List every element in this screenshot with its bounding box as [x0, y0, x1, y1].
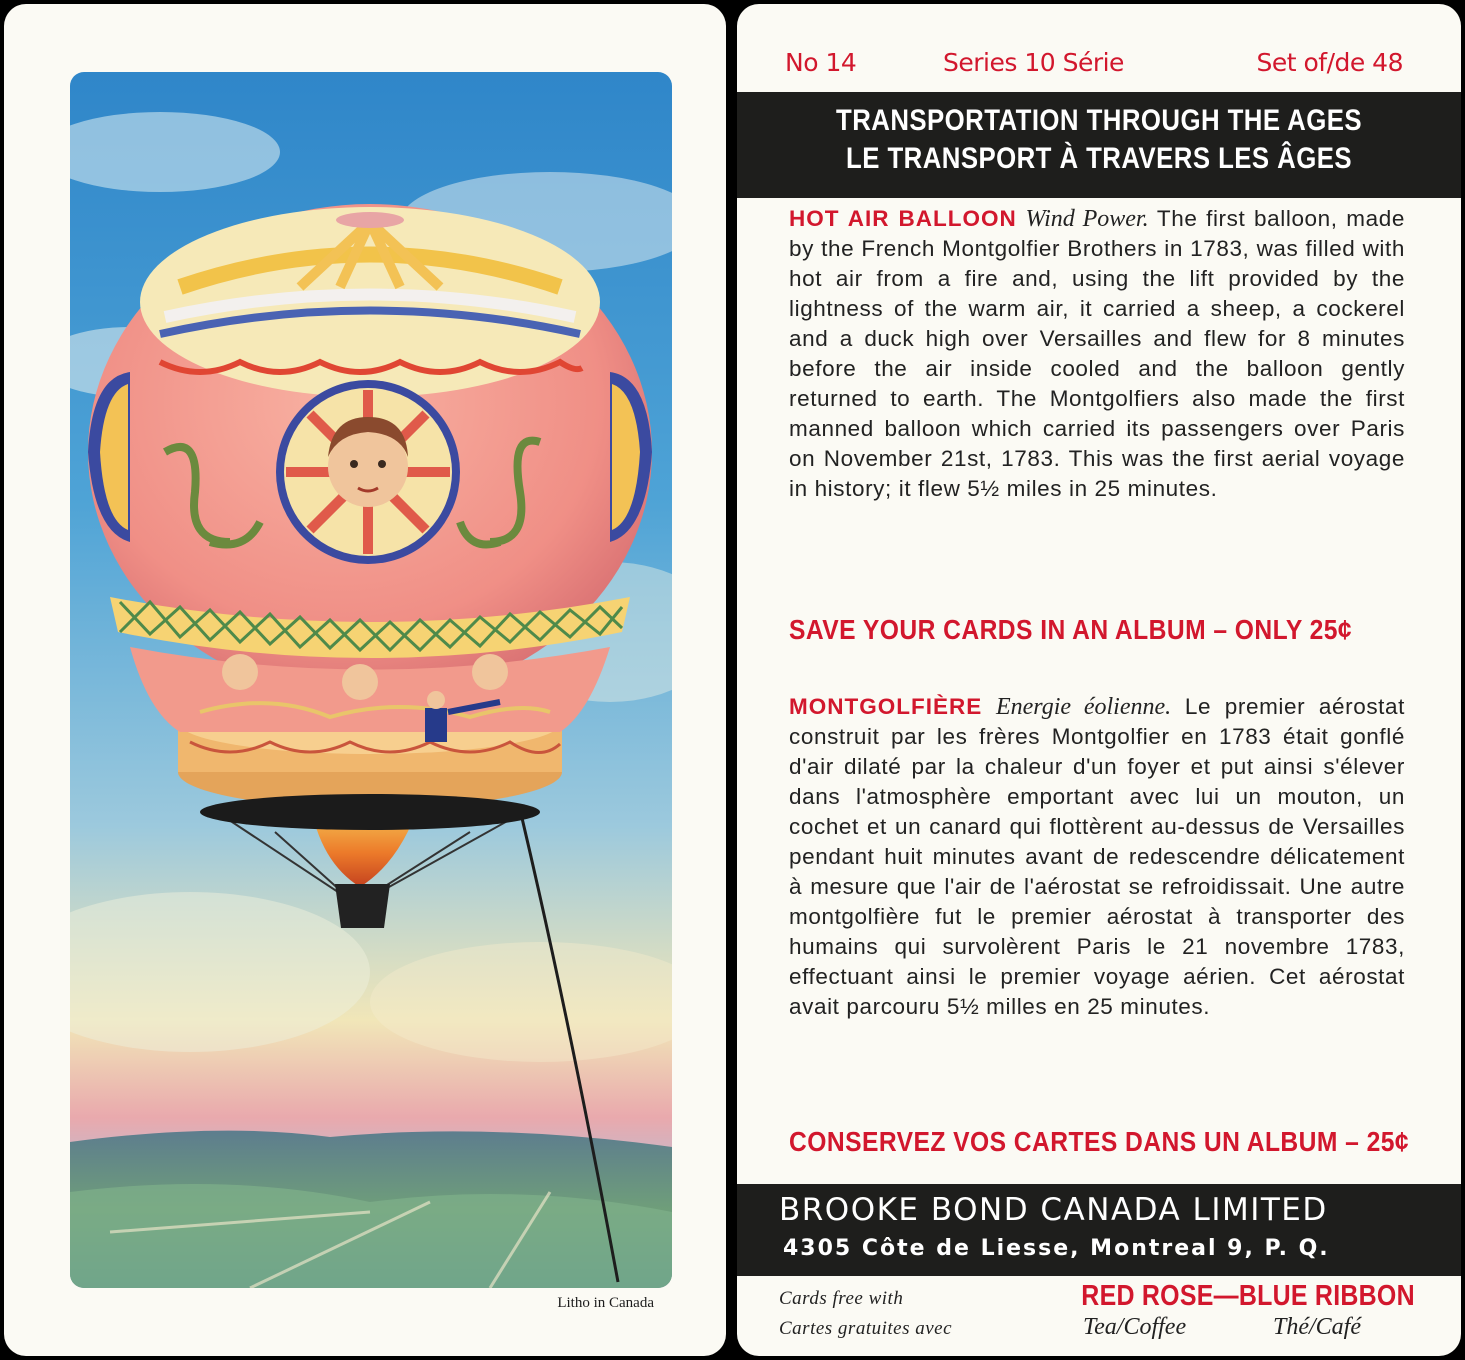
free-with-english: Cards free with	[779, 1288, 904, 1309]
album-offer-french: CONSERVEZ VOS CARTES DANS UN ALBUM – 25¢	[789, 1126, 1410, 1157]
balloon-illustration	[70, 72, 672, 1288]
card-header-line	[785, 48, 1403, 88]
english-body: The first balloon, made by the French Montgolfier Brothers in 1783, was filled with hot air from a fire and, using the lift provided by the lightness of the warm air, it carried a sheep, a cockerel and a duck high over Versailles and flew for 8 minutes before the air inside cooled and the balloon gently returned to earth. The Montgolfiers also made the first manned balloon which carried its passengers over Paris on November 21st, 1783. This was the first aerial voyage in history; it flew 5½ miles in 25 minutes.	[789, 206, 1405, 501]
french-body: Le premier aérostat construit par les frères Montgolfier en 1783 était gonflé d'air dilaté par la chaleur d'un foyer et put ainsi s'élever dans l'atmosphère emportant avec lui un mouton, un cochet et un canard qui flottèrent au-dessus de Versailles pendant huit minutes avant de redescendre délicatement à mesure que l'air de l'aérostat se refroidissait. Une autre montgolfière fut le premier aérostat à transporter des humains qui survolèrent Paris le 21 novembre 1783, effectuant ainsi le premier voyage aérien. Cet aérostat avait parcouru 5½ milles en 25 minutes.	[789, 694, 1406, 1019]
card-number: No 14	[785, 48, 857, 77]
company-band	[737, 1184, 1461, 1276]
card-front	[4, 4, 726, 1356]
french-heading: MONTGOLFIÈRE	[789, 694, 983, 719]
title-english: TRANSPORTATION THROUGH THE AGES	[836, 104, 1362, 137]
free-with-french: Cartes gratuites avec	[779, 1318, 953, 1339]
english-subheading: Wind Power.	[1025, 206, 1149, 232]
brand-names: RED ROSE—BLUE RIBBON	[1081, 1280, 1415, 1312]
french-description	[789, 692, 1405, 1022]
title-french: LE TRANSPORT À TRAVERS LES ÂGES	[846, 142, 1352, 175]
company-name: BROOKE BOND CANADA LIMITED	[779, 1192, 1328, 1228]
english-heading: HOT AIR BALLOON	[789, 206, 1017, 231]
tea-coffee-french: Thé/Café	[1273, 1314, 1361, 1340]
tea-coffee-english: Tea/Coffee	[1083, 1314, 1187, 1340]
set-label: Set of/de 48	[1256, 48, 1403, 77]
company-address: 4305 Côte de Liesse, Montreal 9, P. Q.	[783, 1236, 1330, 1261]
litho-imprint: Litho in Canada	[557, 1295, 654, 1311]
english-description	[789, 204, 1405, 504]
title-band	[737, 92, 1461, 198]
series-label: Series 10 Série	[943, 48, 1124, 77]
album-offer-english: SAVE YOUR CARDS IN AN ALBUM – ONLY 25¢	[789, 614, 1353, 645]
french-subheading: Energie éolienne.	[995, 694, 1172, 720]
card-back	[737, 4, 1461, 1356]
